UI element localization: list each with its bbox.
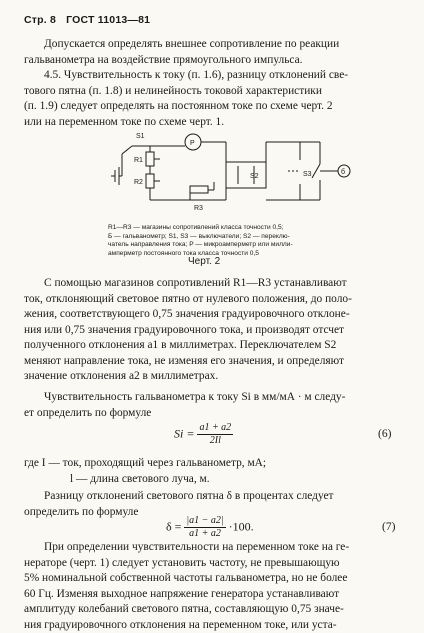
text-line: Разницу отклонений светового пятна δ в процентах следует — [24, 489, 402, 505]
text-line: ния или 0,75 значения градуировочного тока, и производят отсчет — [24, 323, 402, 339]
caption-line: R1—R3 — магазины сопротивлений класса точности 0,5; — [108, 224, 352, 233]
circuit-diagram — [0, 124, 424, 224]
figure-caption — [108, 224, 352, 258]
caption-line: чатель направления тока; P — микроамперметр или милли- — [108, 241, 352, 250]
text-line: жения, соответствующего 0,75 значения градуировочного отклоне- — [24, 307, 402, 323]
figure-label: Черт. 2 — [188, 256, 220, 267]
label-p: P — [190, 140, 195, 147]
where-clause — [24, 456, 402, 487]
text-line: 60 Гц. Изменяя выходное напряжение генератора устанавливают — [24, 587, 402, 603]
paragraph-ac — [24, 540, 402, 633]
text-line: ния градуировочного отклонения на переменном токе, или уста- — [24, 618, 402, 633]
caption-line: амперметр постоянного тока класса точности 0,5 — [108, 250, 352, 259]
text-line: или на переменном токе по схеме черт. 1. — [24, 115, 402, 131]
numerator: a1 + a2 — [197, 422, 233, 435]
denominator: a1 + a2 — [184, 528, 225, 540]
text-line: ток, отклоняющий световое пятно от нулевого положения, до поло- — [24, 292, 402, 308]
text-line: (п. 1.9) следует определять на постоянном токе по схеме черт. 2 — [24, 99, 402, 115]
text-line: l — длина светового луча, м. — [24, 472, 402, 488]
paragraph-sensitivity — [24, 390, 402, 421]
label-s1: S1 — [136, 133, 145, 140]
text-line: меняют направление тока, не изменяя его значения, и определяют — [24, 354, 402, 370]
page-header — [24, 14, 157, 26]
text-line: тового пятна (п. 1.8) и нелинейность токовой характеристики — [24, 84, 402, 100]
label-s3: S3 — [303, 171, 312, 178]
fraction — [197, 422, 233, 447]
formula-6 — [174, 422, 233, 447]
text-line: амплитуду колебаний светового пятна, составляющую 0,75 значе- — [24, 602, 402, 618]
text-line: значение отклонения a2 в миллиметрах. — [24, 369, 402, 385]
caption-line: Б — гальванометр; S1, S3 — выключатели; S2 — переклю- — [108, 233, 352, 242]
label-r2: R2 — [134, 179, 143, 186]
text-line: Чувствительность гальванометра к току Si в мм/мА · м следу- — [24, 390, 402, 406]
numerator: |a1 − a2| — [184, 515, 225, 528]
text-line: определить по формуле — [24, 505, 402, 521]
equation-number: (6) — [378, 428, 391, 440]
paragraph-4-5 — [24, 68, 402, 130]
formula-lhs: Si = — [174, 426, 194, 440]
text-line: При определении чувствительности на переменном токе на ге- — [24, 540, 402, 556]
text-line: 5% номинальной собственной частоты гальванометра, но не более — [24, 571, 402, 587]
paragraph-impulse — [24, 37, 402, 68]
formula-7 — [166, 515, 254, 540]
label-galvanometer: б — [341, 168, 345, 176]
equation-number: (7) — [382, 521, 395, 533]
label-r3: R3 — [194, 205, 203, 212]
denominator: 2Il — [197, 435, 233, 447]
text-line: Допускается определять внешнее сопротивление по реакции — [24, 37, 402, 53]
text-line: С помощью магазинов сопротивлений R1—R3 устанавливают — [24, 276, 402, 292]
text-line: 4.5. Чувствительность к току (п. 1.6), разницу отклонений све- — [24, 68, 402, 84]
text-line: ет определить по формуле — [24, 406, 402, 422]
text-line: полученного отклонения a1 в миллиметрах. Переключателем S2 — [24, 338, 402, 354]
page-number: Стр. 8 — [24, 14, 56, 26]
fraction — [184, 515, 225, 540]
formula-lhs: δ = — [166, 519, 181, 533]
label-s2: S2 — [250, 173, 259, 180]
label-r1: R1 — [134, 157, 143, 164]
paragraph-magazines — [24, 276, 402, 385]
text-line: нераторе (черт. 1) следует установить частоту, не превышающую — [24, 556, 402, 572]
formula-rhs: ·100. — [229, 519, 254, 533]
standard-code: ГОСТ 11013—81 — [66, 14, 150, 26]
text-line: гальванометра на воздействие прямоугольного импульса. — [24, 53, 402, 69]
text-line: где I — ток, проходящий через гальванометр, мА; — [24, 456, 402, 472]
